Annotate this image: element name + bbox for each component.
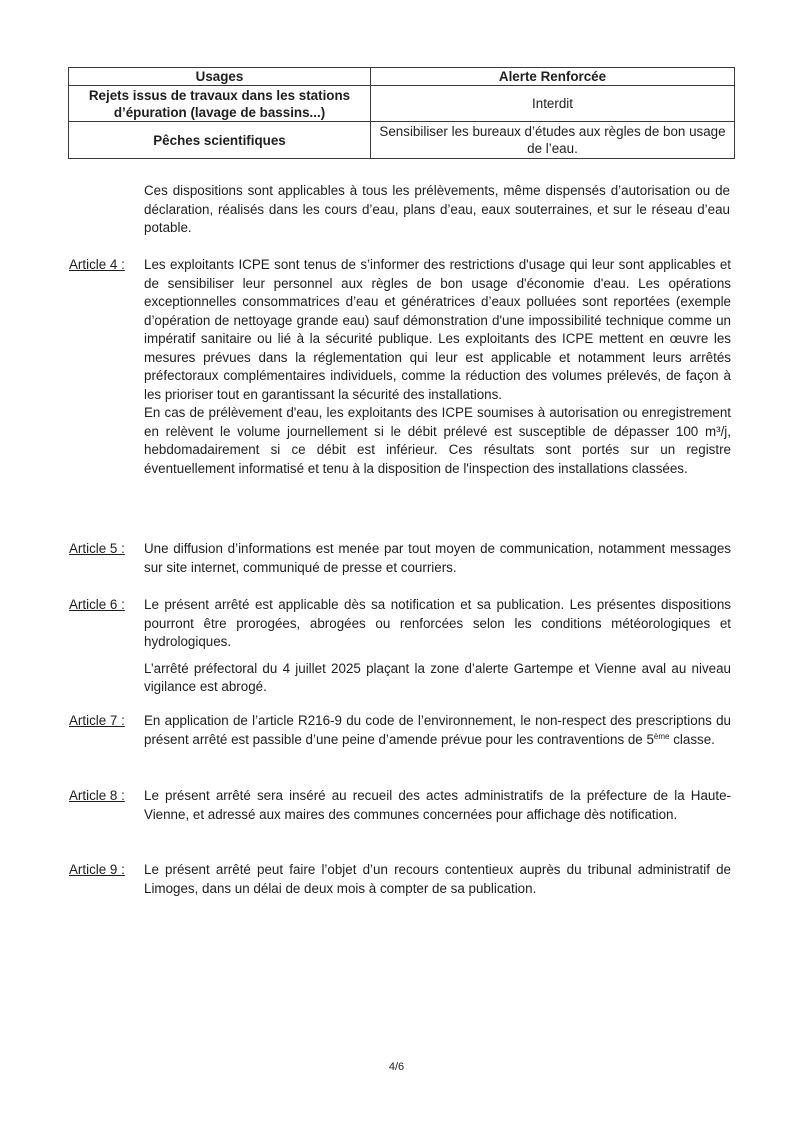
article-paragraph: Le présent arrêté sera inséré au recueil des actes administratifs de la préfecture de la Haute-Vienne, et adressé aux maires des communes concernées pour affichage dès notification. <box>144 788 731 822</box>
article-6 <box>69 596 731 697</box>
article-paragraph: Une diffusion d’informations est menée par tout moyen de communication, notamment messages sur site internet, communiqué de presse et courriers. <box>144 541 731 575</box>
usage-cell: Pêches scientifiques <box>69 122 371 159</box>
article-body <box>144 787 731 824</box>
table-row <box>69 122 735 159</box>
page-number: 4/6 <box>388 1061 405 1073</box>
article-label: Article 9 : <box>69 862 125 877</box>
alert-cell: Interdit <box>371 86 735 122</box>
usage-cell: Rejets issus de travaux dans les stations d’épuration (lavage de bassins...) <box>69 86 371 122</box>
header-alerte-renforcee: Alerte Renforcée <box>371 68 735 86</box>
article-body <box>144 861 731 898</box>
article-paragraph: Le présent arrêté peut faire l’objet d’un recours contentieux auprès du tribunal administratif de Limoges, dans un délai de deux mois à compter de sa publication. <box>144 862 731 896</box>
alert-cell: Sensibiliser les bureaux d’études aux règles de bon usage de l’eau. <box>371 122 735 159</box>
article-body <box>144 712 731 749</box>
article-body <box>144 596 731 697</box>
article-7 <box>69 712 731 749</box>
article-5 <box>69 540 731 577</box>
article-paragraph: Le présent arrêté est applicable dès sa notification et sa publication. Les présentes dispositions pourront être prorogées, abrogées ou renforcées selon les conditions météorologiques et hydrologiques. <box>144 597 731 649</box>
article-label: Article 5 : <box>69 541 125 556</box>
article-paragraph <box>144 712 731 749</box>
article-paragraph: En cas de prélèvement d'eau, les exploitants des ICPE soumises à autorisation ou enregistrement en relèvent le volume journellement si le débit prélevé est susceptible de dépasser 100 m³/j, hebdomadairement si ce débit est inférieur. Ces résultats sont portés sur un registre éventuellement informatisé et tenu à la disposition de l'inspection des installations classées. <box>144 405 731 476</box>
article-label: Article 7 : <box>69 713 125 728</box>
table-header-row <box>69 68 735 86</box>
article-body <box>144 256 731 478</box>
article-label: Article 4 : <box>69 257 125 272</box>
article-9 <box>69 861 731 898</box>
article-label: Article 8 : <box>69 788 125 803</box>
article-text: En application de l’article R216-9 du code de l’environnement, le non-respect des prescriptions du présent arrêté est passible d’une peine d’amende prévue pour les contraventions de 5 <box>144 713 731 747</box>
article-text: classe. <box>669 731 715 747</box>
article-paragraph: L’arrêté préfectoral du 4 juillet 2025 plaçant la zone d’alerte Gartempe et Vienne aval au niveau vigilance est abrogé. <box>144 660 731 694</box>
article-paragraph: Les exploitants ICPE sont tenus de s’informer des restrictions d'usage qui leur sont applicables et de sensibiliser leur personnel aux règles de bon usage d'économie d'eau. Les opérations exceptionnelles consommatrices d’eau et génératrices d’eaux polluées sont reportées (exemple d’opération de nettoyage grande eau) sauf démonstration d'une impossibilité technique comme un impératif sanitaire ou lié à la sécurité publique. Les exploitants des ICPE mettent en œuvre les mesures prévues dans la réglementation qui leur est applicable et notamment leurs arrêtés préfectoraux complémentaires individuels, comme la réduction des volumes prélevés, de façon à les prioriser tout en garantissant la sécurité des installations. <box>144 257 731 402</box>
article-label: Article 6 : <box>69 597 125 612</box>
intro-paragraph: Ces dispositions sont applicables à tous les prélèvements, même dispensés d’autorisation ou de déclaration, réalisés dans les cours d’eau, plans d’eau, eaux souterraines, et sur le réseau d’eau potable. <box>144 183 730 235</box>
article-body <box>144 540 731 577</box>
usages-table <box>68 67 735 159</box>
article-4 <box>69 256 731 478</box>
ordinal-superscript: ème <box>653 731 670 741</box>
header-usages: Usages <box>69 68 371 86</box>
article-8 <box>69 787 731 824</box>
table-row <box>69 86 735 122</box>
